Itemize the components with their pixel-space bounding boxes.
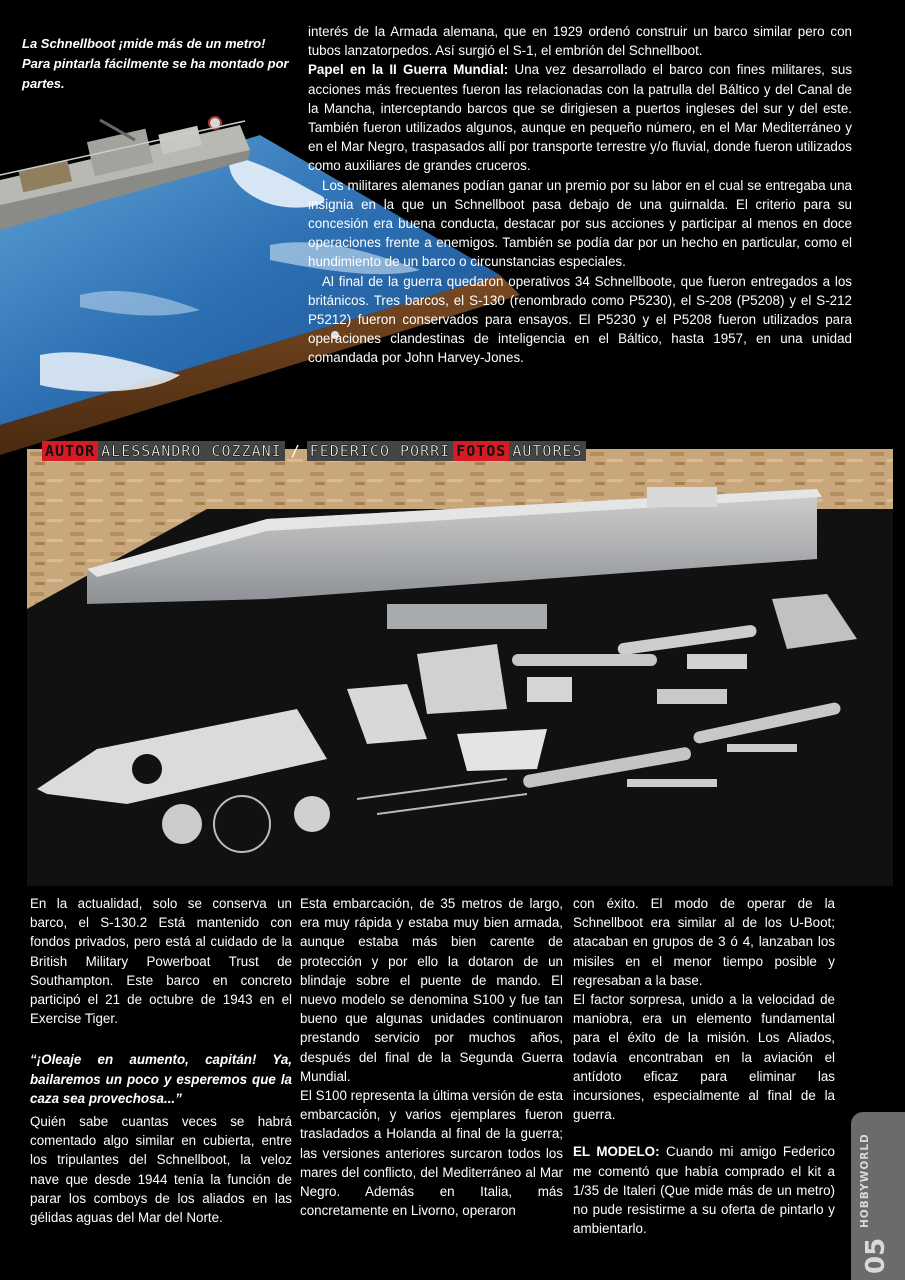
magazine-brand: HOBBYWORLD [859, 1133, 871, 1229]
paragraph [573, 1142, 835, 1238]
photos-label: FOTOS [453, 441, 509, 461]
side-tab [851, 1112, 905, 1280]
intro-paragraph: interés de la Armada alemana, que en 1929 ordenó construir un barco similar pero con tubos lanzatorpedos. Así surgió el S-1, el embrión del Schnellboot. [308, 24, 852, 59]
intro-paragraph [308, 60, 852, 175]
coauthor-name: FEDERICO PORRI [307, 441, 453, 461]
intro-text [308, 22, 852, 368]
author-label: AUTOR [42, 441, 98, 461]
intro-paragraph: Al final de la guerra quedaron operativos 34 Schnellboote, que fueron entregados a los británicos. Tres barcos, el S-130 (renombrado como P5230), el S-208 (P5208) y el S-212 P5212) fueron conservados para ensayos. El P5230 y el P5208 fueron utilizados para operaciones clandestinas de inteligencia en el Báltico, hasta 1957, en una unidad comandada por John Harvey-Jones. [308, 273, 852, 366]
paragraph-text: Cuando mi amigo Federico me comentó que había comprado el kit a 1/35 de Italeri (Que mide más de un metro) no pude resistirme a su oferta de pintarlo y ambientarlo. [573, 1144, 835, 1237]
paragraph: Esta embarcación, de 35 metros de largo, era muy rápida y estaba muy bien armada, aunque estaba más bien carente de protección y por ello la dotaron de un blindaje sobre el puente de mando. El nuevo modelo se denomina S100 y fue tan bueno que algunas unidades continuaron prestando servicio por muchos años, después del final de la Segunda Guerra Mundial. [300, 896, 563, 1084]
photos-credit: AUTORES [509, 441, 585, 461]
section-heading: EL MODELO: [573, 1144, 660, 1160]
separator: / [290, 442, 301, 460]
column-2 [300, 894, 563, 1220]
paragraph: El S100 representa la última versión de esta embarcación, y varios ejemplares fueron trasladados a Holanda al final de la guerra; las versiones anteriores surcaron todos los mares del conflicto, del Mediterráneo al Mar Negro. Además en Italia, más concretamente en Livorno, operaron [300, 1088, 563, 1219]
intro-paragraph: Los militares alemanes podían ganar un premio por su labor en el cual se entregaba una insignia en la que un Schnellboot pasa debajo de una guirnalda. El criterio para su concesión era buena conducta, destacar por sus acciones y participar al menos en doce operaciones frente a enemigos. También se podía dar por un hecho en particular, como el hundimiento de un barco o circunstancias especiales. [308, 177, 852, 270]
paragraph-text: Una vez desarrollado el barco con fines militares, sus acciones más frecuentes fueron las relacionadas con la patrulla del Báltico y del Canal de la Mancha, interceptando barcos que se dirigiesen a puertos ingleses del sur y del este. También fueron utilizados algunos, aunque en pequeño número, en el Mar Mediterráneo y en el Mar Negro, traspasados allí por transporte terrestre y/o fluvial, donde fueron utilizados como auxiliares de grandes cruceros. [308, 62, 853, 174]
page-number: 05 [861, 1237, 891, 1274]
paragraph: El factor sorpresa, unido a la velocidad de maniobra, era un elemento fundamental para el éxito de la misión. Los Aliados, todavía encontraban en la aviación el antídoto eficaz para eliminar las incursiones, especialmente al final de la guerra. [573, 992, 835, 1123]
paragraph: En la actualidad, solo se conserva un barco, el S-130.2 Está mantenido con fondos privados, pero está al cuidado de la British Military Powerboat Trust de Southampton. Este barco en concreto participó el 21 de octubre de 1943 en el Exercise Tiger. [30, 896, 292, 1027]
section-heading: Papel en la II Guerra Mundial: [308, 62, 509, 78]
photo-caption: La Schnellboot ¡mide más de un metro! Para pintarla fácilmente se ha montado por partes. [22, 36, 289, 91]
column-1 [30, 894, 292, 1227]
column-3 [573, 894, 835, 1238]
paragraph: con éxito. El modo de operar de la Schnellboot era similar al de los U-Boot; atacaban en grupos de 3 ó 4, lanzaban los misiles en el menor tiempo posible y regresaban a la base. [573, 896, 835, 988]
credits-banner [42, 441, 586, 461]
kit-parts-photo [27, 449, 893, 886]
paragraph: Quién sabe cuantas veces se habrá comentado algo similar en cubierta, entre los tripulantes del Schnellboot, la veloz nave que desde 1944 tenía la función de parar los comboys de los aliados en las gélidas aguas del Mar del Norte. [30, 1114, 292, 1226]
pull-quote: “¡Oleaje en aumento, capitán! Ya, bailaremos un poco y esperemos que la caza sea provechosa...” [30, 1052, 292, 1106]
author-name: ALESSANDRO COZZANI [98, 441, 285, 461]
